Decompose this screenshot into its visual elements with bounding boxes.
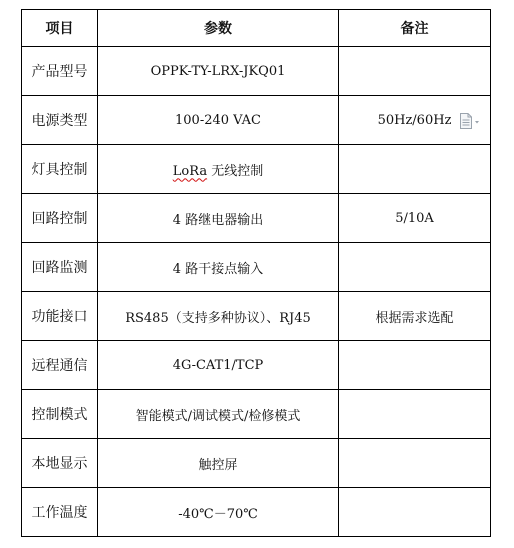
table-row [22, 96, 491, 145]
row-note: 根据需求选配 [339, 292, 491, 341]
table-row [22, 243, 491, 292]
table-row [22, 488, 491, 537]
row-item: 功能接口 [22, 292, 98, 341]
row-item: 灯具控制 [22, 145, 98, 194]
table-row [22, 47, 491, 96]
row-item: 回路监测 [22, 243, 98, 292]
spellcheck-flagged-word: LoRa [172, 163, 208, 179]
table-row [22, 194, 491, 243]
paste-options-icon[interactable] [459, 113, 481, 129]
row-note [339, 145, 491, 194]
row-item: 本地显示 [22, 439, 98, 488]
row-param: 4G-CAT1/TCP [98, 341, 339, 390]
row-note: 50Hz/60Hz [339, 96, 491, 145]
row-param [98, 145, 339, 194]
row-param: OPPK-TY-LRX-JKQ01 [98, 47, 339, 96]
header-item: 项目 [22, 10, 98, 47]
row-note [339, 47, 491, 96]
table-row [22, 390, 491, 439]
row-param: 触控屏 [98, 439, 339, 488]
spec-table [21, 9, 491, 537]
row-param: 4 路继电器输出 [98, 194, 339, 243]
row-param-rest: 无线控制 [207, 163, 264, 179]
row-param: 100-240 VAC [98, 96, 339, 145]
row-param: 智能模式/调试模式/检修模式 [98, 390, 339, 439]
row-param: -40℃－70℃ [98, 488, 339, 537]
row-item: 产品型号 [22, 47, 98, 96]
row-param: RS485（支持多种协议）、RJ45 [98, 292, 339, 341]
row-note [339, 243, 491, 292]
row-item: 远程通信 [22, 341, 98, 390]
table-header-row [22, 10, 491, 47]
row-item: 电源类型 [22, 96, 98, 145]
row-item: 工作温度 [22, 488, 98, 537]
table-row [22, 341, 491, 390]
row-note [339, 488, 491, 537]
table-row [22, 145, 491, 194]
row-item: 控制模式 [22, 390, 98, 439]
table-row [22, 439, 491, 488]
header-param: 参数 [98, 10, 339, 47]
row-note [339, 341, 491, 390]
row-note: 5/10A [339, 194, 491, 243]
row-item: 回路控制 [22, 194, 98, 243]
header-note: 备注 [339, 10, 491, 47]
table-row [22, 292, 491, 341]
row-note [339, 390, 491, 439]
row-param: 4 路干接点输入 [98, 243, 339, 292]
row-note [339, 439, 491, 488]
